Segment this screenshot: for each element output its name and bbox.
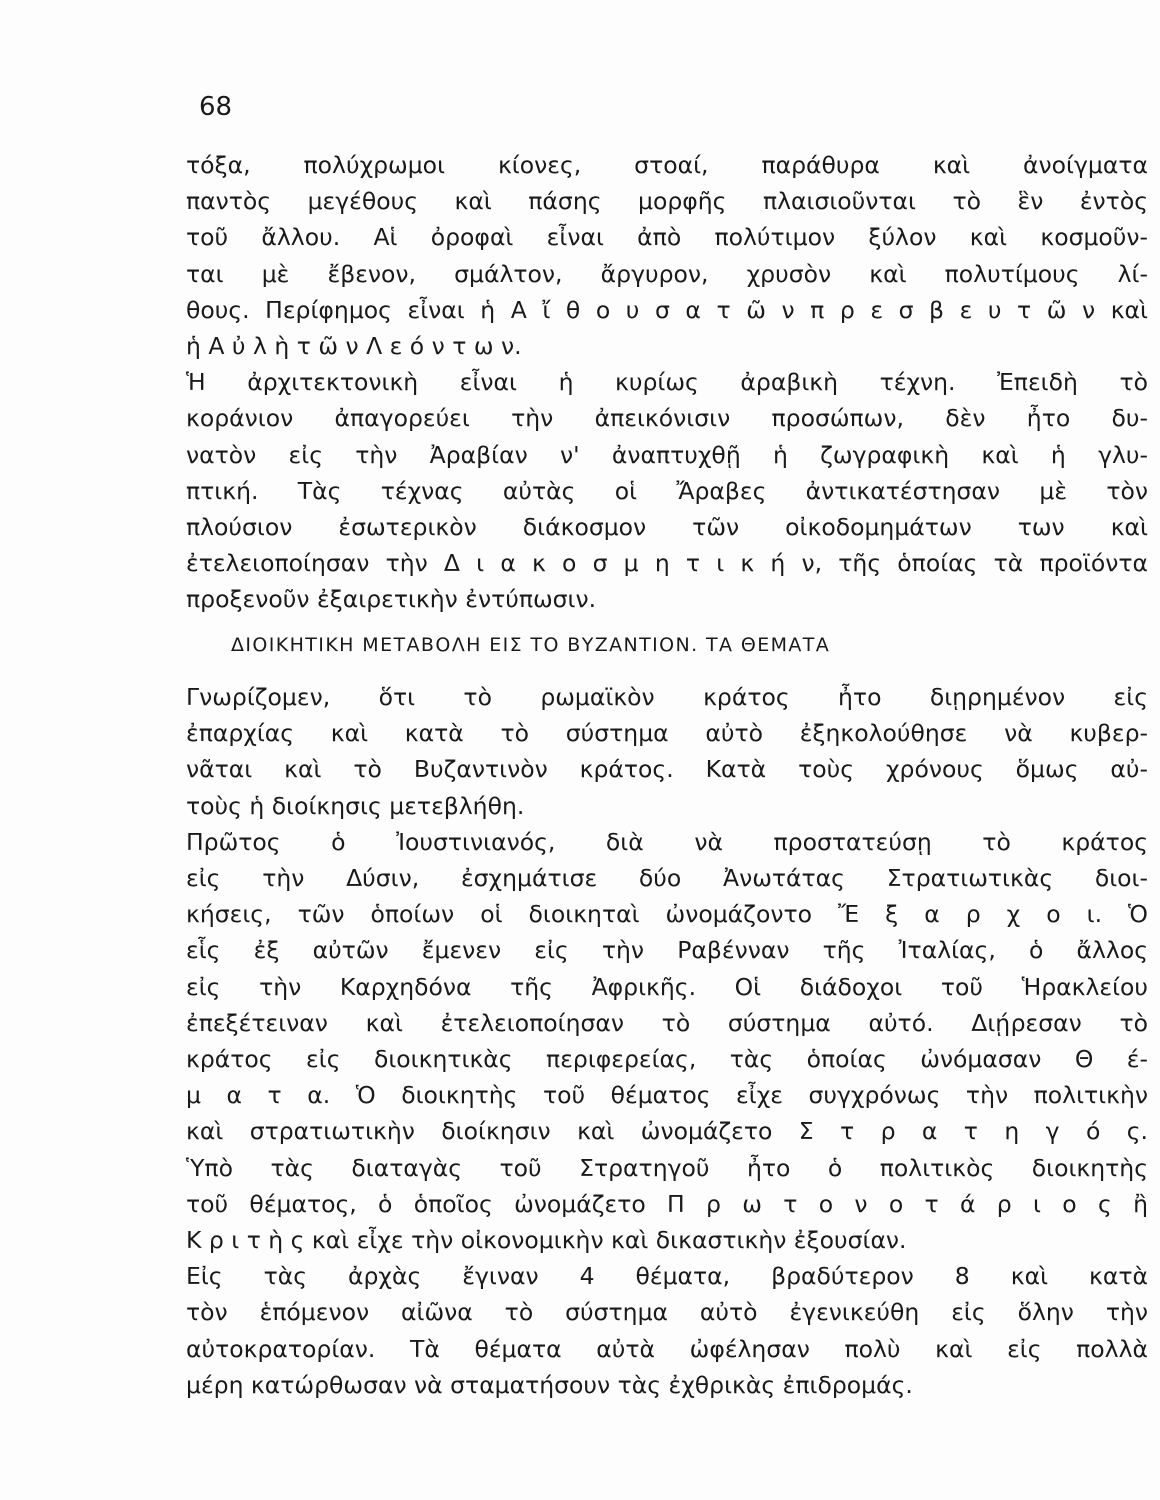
text-line: Ἡ ἀρχιτεκτονικὴ εἶναι ἡ κυρίως ἀραβικὴ τέχνη. Ἐπειδὴ τὸ xyxy=(186,368,1148,397)
text-line: τοῦ ἄλλου. Αἱ ὀροφαὶ εἶναι ἀπὸ πολύτιμον ξύλον καὶ κοσμοῦν- xyxy=(186,223,1148,252)
text-line: Ὑπὸ τὰς διαταγὰς τοῦ Στρατηγοῦ ἦτο ὁ πολιτικὸς διοικητὴς xyxy=(186,1153,1148,1182)
text-line: κράτος εἰς διοικητικὰς περιφερείας, τὰς ὁποίας ὠνόμασαν Θ έ- xyxy=(186,1045,1148,1074)
text-line: τὸν ἑπόμενον αἰῶνα τὸ σύστημα αὐτὸ ἐγενικεύθη εἰς ὅλην τὴν xyxy=(186,1298,1148,1327)
text-line: αὐτοκρατορίαν. Τὰ θέματα αὐτὰ ὠφέλησαν πολὺ καὶ εἰς πολλὰ xyxy=(186,1334,1148,1363)
text-line: νατὸν εἰς τὴν Ἀραβίαν ν' ἀναπτυχθῇ ἡ ζωγραφικὴ καὶ ἡ γλυ- xyxy=(186,440,1148,469)
page-number: 68 xyxy=(199,92,233,122)
text-line: Εἰς τὰς ἀρχὰς ἔγιναν 4 θέματα, βραδύτερον 8 καὶ κατὰ xyxy=(186,1262,1148,1291)
text-line: ἡ Α ὐ λ ὴ τ ῶ ν Λ ε ό ν τ ω ν. xyxy=(186,332,522,361)
text-block-top xyxy=(186,147,1148,618)
text-block-bottom xyxy=(186,679,1148,1403)
text-line: ἐπαρχίας καὶ κατὰ τὸ σύστημα αὐτὸ ἐξηκολούθησε νὰ κυβερ- xyxy=(186,719,1148,748)
text-line: τοὺς ἡ διοίκησις μετεβλήθη. xyxy=(186,791,525,820)
text-line: νᾶται καὶ τὸ Βυζαντινὸν κράτος. Κατὰ τοὺς χρόνους ὅμως αὐ- xyxy=(186,755,1148,784)
text-line: ται μὲ ἔβενον, σμάλτον, ἄργυρον, χρυσὸν καὶ πολυτίμους λί- xyxy=(186,259,1148,288)
text-line: Γνωρίζομεν, ὅτι τὸ ρωμαϊκὸν κράτος ἦτο διῃρημένον εἰς xyxy=(186,683,1148,711)
text-line: πτική. Τὰς τέχνας αὐτὰς οἱ Ἄραβες ἀντικατέστησαν μὲ τὸν xyxy=(186,476,1148,505)
text-line: τόξα, πολύχρωμοι κίονες, στοαί, παράθυρα καὶ ἀνοίγματα xyxy=(186,151,1148,179)
text-line: θους. Περίφημος εἶναι ἡ Α ἴ θ ο υ σ α τ ῶ ν π ρ ε σ β ε υ τ ῶ ν καὶ xyxy=(186,295,1148,324)
text-line: τοῦ θέματος, ὁ ὁποῖος ὠνομάζετο Π ρ ω τ ο ν ο τ ά ρ ι ο ς ἢ xyxy=(186,1189,1148,1218)
text-line: εἷς ἐξ αὐτῶν ἔμενεν εἰς τὴν Ραβένναν τῆς Ἰταλίας, ὁ ἄλλος xyxy=(186,936,1148,965)
text-line: ἐτελειοποίησαν τὴν Δ ι α κ ο σ μ η τ ι κ ή ν, τῆς ὁποίας τὰ προϊόντα xyxy=(186,549,1148,578)
text-line: κοράνιον ἀπαγορεύει τὴν ἀπεικόνισιν προσώπων, δὲν ἦτο δυ- xyxy=(186,404,1148,433)
section-heading: ΔΙΟΙΚΗΤΙΚΗ ΜΕΤΑΒΟΛΗ ΕΙΣ ΤΟ ΒΥΖΑΝΤΙΟΝ. ΤΑ ΘΕΜΑΤΑ xyxy=(231,634,831,656)
text-line: καὶ στρατιωτικὴν διοίκησιν καὶ ὠνομάζετο Σ τ ρ α τ η γ ό ς. xyxy=(186,1117,1148,1146)
text-line: μέρη κατώρθωσαν νὰ σταματήσουν τὰς ἐχθρικὰς ἐπιδρομάς. xyxy=(186,1370,913,1399)
text-line: πλούσιον ἐσωτερικὸν διάκοσμον τῶν οἰκοδομημάτων των καὶ xyxy=(186,513,1148,542)
text-line: παντὸς μεγέθους καὶ πάσης μορφῆς πλαισιοῦνται τὸ ἓν ἐντὸς xyxy=(186,187,1148,216)
text-line: εἰς τὴν Καρχηδόνα τῆς Ἀφρικῆς. Οἱ διάδοχοι τοῦ Ἡρακλείου xyxy=(186,972,1148,1001)
text-line: Πρῶτος ὁ Ἰουστινιανός, διὰ νὰ προστατεύσῃ τὸ κράτος xyxy=(186,827,1148,856)
text-line: κήσεις, τῶν ὁποίων οἱ διοικηταὶ ὠνομάζοντο Ἔ ξ α ρ χ ο ι. Ὁ xyxy=(186,900,1148,929)
text-line: Κ ρ ι τ ὴ ς καὶ εἶχε τὴν οἰκονομικὴν καὶ δικαστικὴν ἐξουσίαν. xyxy=(186,1226,907,1255)
text-line: προξενοῦν ἐξαιρετικὴν ἐντύπωσιν. xyxy=(186,585,597,614)
text-line: εἰς τὴν Δύσιν, ἐσχημάτισε δύο Ἀνωτάτας Στρατιωτικὰς διοι- xyxy=(186,864,1148,893)
text-line: ἐπεξέτειναν καὶ ἐτελειοποίησαν τὸ σύστημα αὐτό. Διῄρεσαν τὸ xyxy=(186,1008,1148,1037)
text-line: μ α τ α. Ὁ διοικητὴς τοῦ θέματος εἶχε συγχρόνως τὴν πολιτικὴν xyxy=(186,1081,1148,1110)
